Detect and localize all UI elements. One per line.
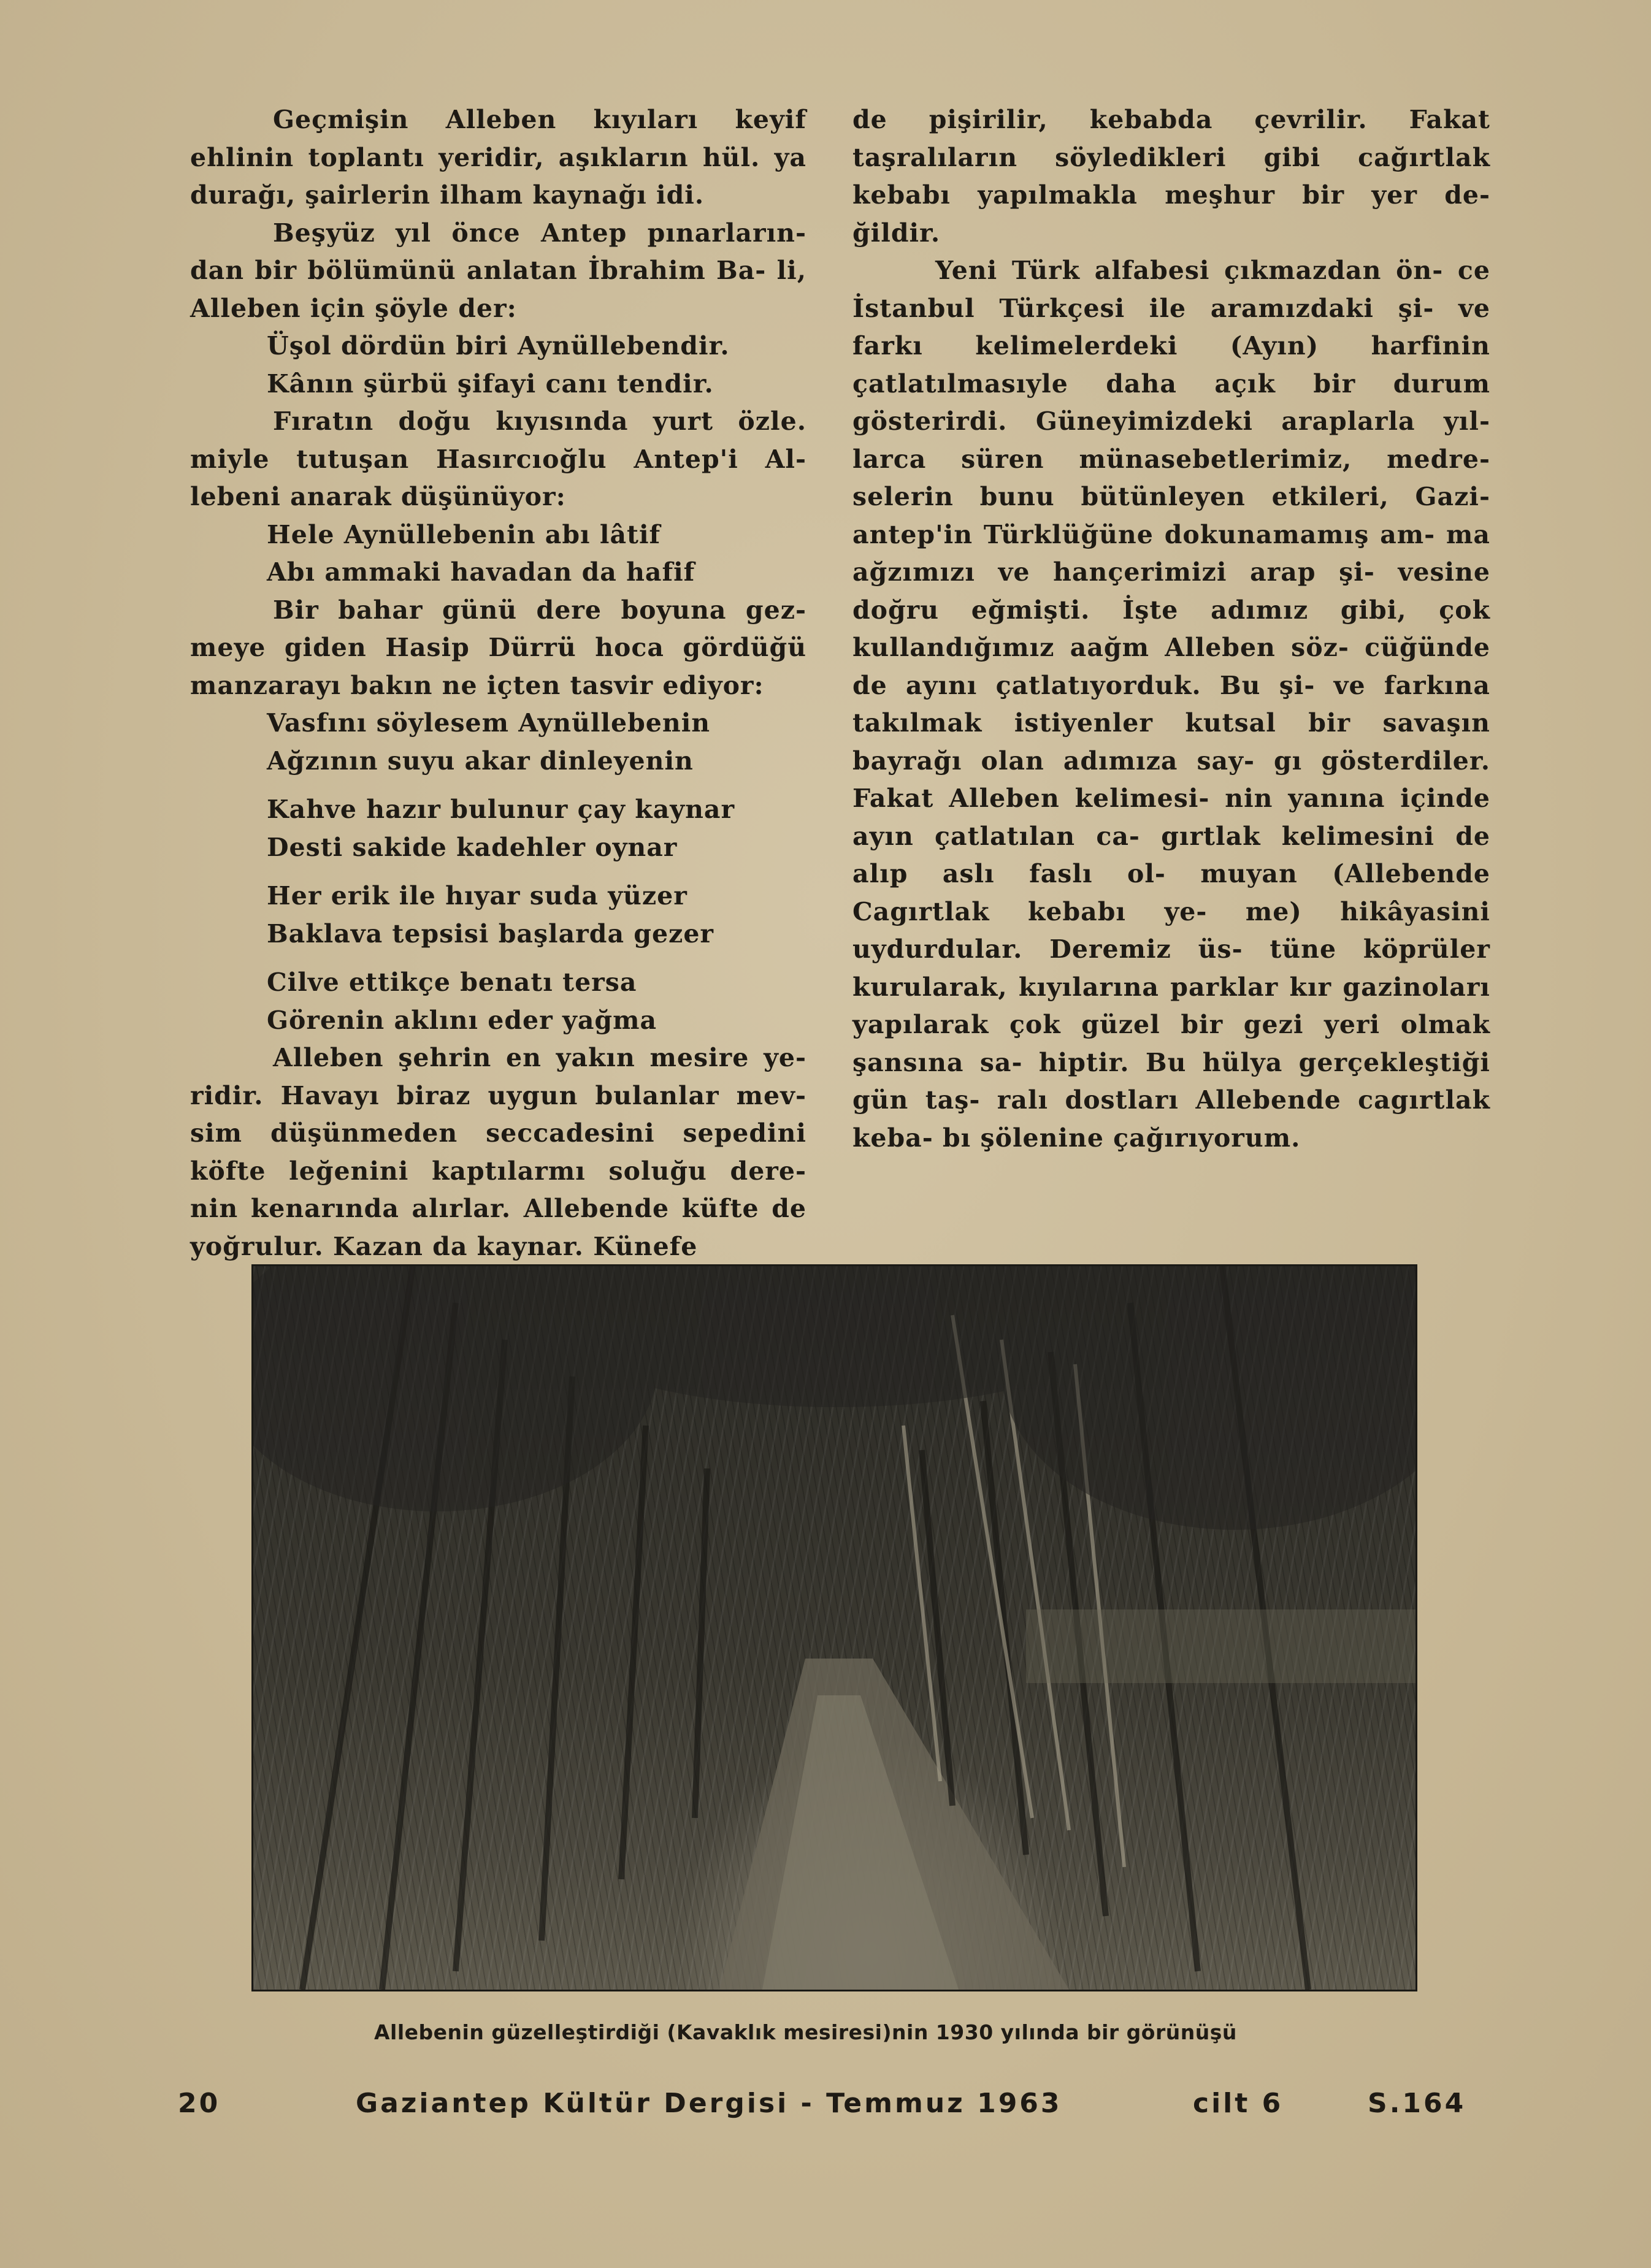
photo-caption: Allebenin güzelleştirdiği (Kavaklık mesiresi)nin 1930 yılında bir görünüşü <box>374 2020 1237 2044</box>
paragraph: de pişirilir, kebabda çevrilir. Fakat taşralıların söyledikleri gibi cağırtlak kebabı yapılmakla meşhur bir yer de- ğildir. <box>852 105 1490 248</box>
left-column <box>190 101 806 1266</box>
journal-title: Gaziantep Kültür Dergisi - Temmuz 1963 <box>356 2088 1062 2119</box>
issue-label: S.164 <box>1368 2088 1466 2119</box>
verse-line: Vasfını söylesem Aynüllebenin <box>267 708 711 738</box>
paragraph: Alleben şehrin en yakın mesire ye- ridir. Havayı biraz uygun bulanlar mev- sim düşünmeden seccadesini sepedini köfte leğenini kaptılarmı soluğu dere- nin kenarında alırlar. Allebende küfte de yoğrulur. Kazan da kaynar. Künefe <box>190 1043 806 1261</box>
verse <box>190 516 806 592</box>
verse-line: Kahve hazır bulunur çay kaynar <box>267 795 735 824</box>
verse <box>190 704 806 1039</box>
photo-illustration <box>253 1266 1415 1990</box>
verse-line: Ağzının suyu akar dinleyenin <box>267 746 694 776</box>
verse-line: Abı ammaki havadan da hafif <box>267 557 695 587</box>
verse-line: Üşol dördün biri Aynüllebendir. <box>267 331 730 361</box>
verse-line: Hele Aynüllebenin abı lâtif <box>267 519 661 549</box>
page-number: 20 <box>178 2088 221 2119</box>
paragraph: Yeni Türk alfabesi çıkmazdan ön- ce İstanbul Türkçesi ile aramızdaki şi- ve farkı kelimelerdeki (Ayın) harfinin çatlatılmasıyle daha açık bir durum gösterirdi. Güneyimizdeki araplarla yıl- larca süren münasebetlerimiz, medre- selerin bunu bütünleyen etkileri, Gazi- antep'in Türklüğüne dokunamamış am- ma ağzımızı ve hançerimizi arap şi- vesine doğru eğmişti. İşte adımız gibi, çok kullandığımız aağm Alleben söz- cüğünde de ayını çatlatıyorduk. Bu şi- ve farkına takılmak istiyenler kutsal bir savaşın bayrağı olan adımıza say- gı gösterdiler. Fakat Alleben kelimesi- nin yanına içinde ayın çatlatılan ca- gırtlak kelimesini de alıp aslı faslı ol- muyan (Allebende Cagırtlak kebabı ye- me) hikâyasini uydurdular. Deremiz üs- tüne köprüler kurularak, kıyılarına parklar kır gazinoları yapılarak çok güzel bir gezi yeri olmak şansına sa- hiptir. Bu hülya gerçekleştiği gün taş- ralı dostları Allebende cagırtlak keba- bı şölenine çağırıyorum. <box>852 256 1490 1153</box>
verse-line: Kânın şürbü şifayi canı tendir. <box>267 368 714 399</box>
right-column <box>852 101 1490 1157</box>
verse-line: Desti sakide kadehler oynar <box>267 832 678 862</box>
verse-line: Baklava tepsisi başlarda gezer <box>267 918 714 949</box>
paragraph: Geçmişin Alleben kıyıları keyif ehlinin toplantı yeridir, aşıkların hül. ya durağı, şairlerin ilham kaynağı idi. <box>190 105 806 210</box>
volume-label: cilt 6 <box>1193 2088 1284 2119</box>
paragraph: Beşyüz yıl önce Antep pınarların- dan bir bölümünü anlatan İbrahim Ba- li, Alleben için şöyle der: <box>190 218 806 323</box>
verse-line: Her erik ile hıyar suda yüzer <box>267 881 688 911</box>
paragraph: Fıratın doğu kıyısında yurt özle. miyle tutuşan Hasırcıoğlu Antep'i Al- lebeni anarak düşünüyor: <box>190 407 806 511</box>
verse-line: Görenin aklını eder yağma <box>267 1005 657 1035</box>
paragraph: Bir bahar günü dere boyuna gez- meye giden Hasip Dürrü hoca gördüğü manzarayı bakın ne içten tasvir ediyor: <box>190 595 806 700</box>
verse-line: Cilve ettikçe benatı tersa <box>267 968 637 997</box>
tree-lined-path-photo <box>251 1264 1417 1991</box>
verse <box>190 327 806 403</box>
